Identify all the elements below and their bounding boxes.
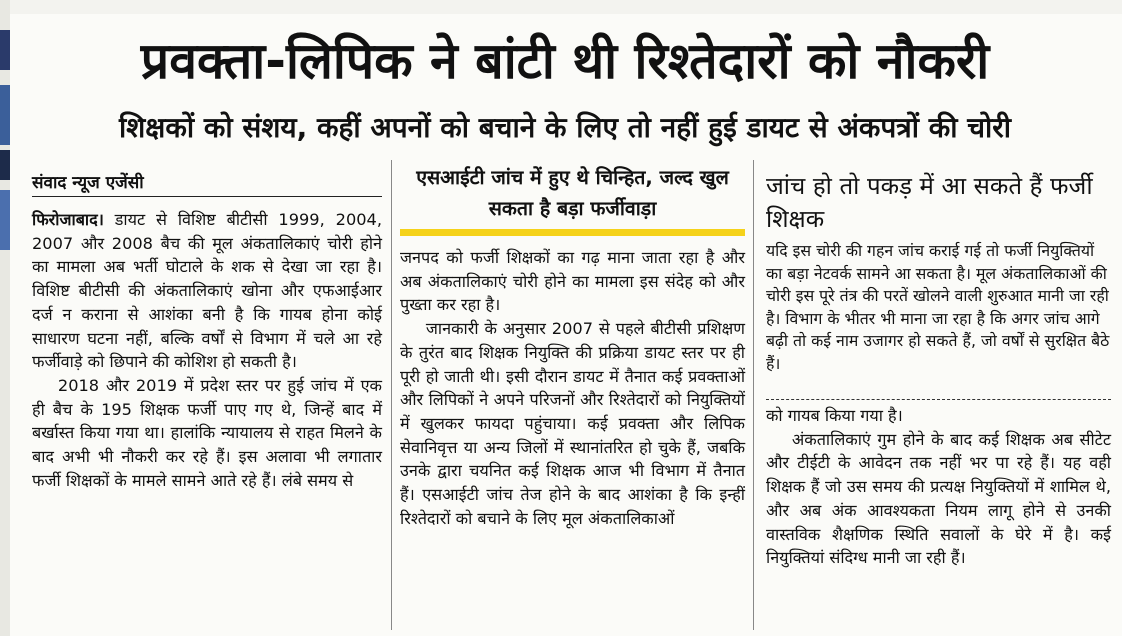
col1-para-1-text: डायट से विशिष्ट बीटीसी 1999, 2004, 2007 और 2008 बैच की मूल अंकतालिकाएं चोरी होने का मामला अब भर्ती घोटाले के शक से देखा जा रहा है। विशिष्ट बीटीसी की अंकतालिकाएं खोना और एफआईआर दर्ज न कराना से आशंका बनी है कि गायब होना कोई साधारण घटना नहीं, बल्कि वर्षों से विभाग में चले आ रहे फर्जीवाड़े को छिपाने की कोशिश हो सकती है। [32, 210, 382, 372]
column-3 [766, 404, 1111, 570]
column-divider [391, 160, 392, 630]
byline: संवाद न्यूज एजेंसी [32, 173, 144, 193]
column-divider [753, 160, 754, 630]
column-2 [400, 246, 745, 530]
column-3-heading: जांच हो तो पकड़ में आ सकते हैं फर्जी शिक्षक [766, 172, 1093, 233]
column-1 [32, 208, 382, 492]
highlight-bar [400, 229, 745, 236]
box-heading: एसआईटी जांच में हुए थे चिन्हित, जल्द खुल सकता है बड़ा फर्जीवाड़ा [416, 166, 729, 220]
col2-para-1: जनपद को फर्जी शिक्षकों का गढ़ माना जाता रहा है और अब अंकतालिकाएं चोरी होने का मामला इस संदेह को और पुख्ता कर रहा है। [400, 248, 745, 315]
previous-article-edge [0, 0, 1122, 14]
headline: प्रवक्ता-लिपिक ने बांटी थी रिश्तेदारों को नौकरी [140, 32, 990, 90]
dashed-divider [766, 399, 1111, 400]
subheadline: शिक्षकों को संशय, कहीं अपनों को बचाने के लिए तो नहीं हुई डायट से अंकपत्रों की चोरी [119, 111, 1011, 144]
col3-para-1: को गायब किया गया है। [766, 406, 903, 425]
col2-para-2: जानकारी के अनुसार 2007 से पहले बीटीसी प्रशिक्षण के तुरंत बाद शिक्षक नियुक्ति की प्रक्रिया डायट स्तर पर ही पूरी हो जाती थी। इसी दौरान डायट में तैनात कई प्रवक्ताओं और लिपिकों ने अपने परिजनों और रिश्तेदारों को नियुक्तियों में खुलकर फायदा पहुंचाया। कई प्रवक्ता और लिपिक सेवानिवृत्त या अन्य जिलों में स्थानांतरित हो चुके हैं, जबकि उनके द्वारा चयनित कई शिक्षक आज भी विभाग में तैनात हैं। एसआईटी जांच तेज होने के बाद आशंका है कि इन्हीं रिश्तेदारों को बचाने के लिए मूल अंकतालिकाओं [400, 319, 745, 528]
col1-para-1 [32, 208, 382, 374]
column-3-box [766, 240, 1111, 375]
dateline: फिरोजाबाद। [32, 210, 104, 229]
adjacent-photo-edge [0, 0, 10, 636]
col3-box-text: यदि इस चोरी की गहन जांच कराई गई तो फर्जी नियुक्तियों का बड़ा नेटवर्क सामने आ सकता है। मूल अंकतालिकाओं की चोरी इस पूरे तंत्र की परतें खोलने वाली शुरुआत मानी जा रही है। विभाग के भीतर भी माना जा रहा है कि अगर जांच आगे बढ़ी तो कई नाम उजागर हो सकते हैं, जो वर्षों से सुरक्षित बैठे हैं। [766, 241, 1110, 373]
col3-para-2: अंकतालिकाएं गुम होने के बाद कई शिक्षक अब सीटेट और टीईटी के आवेदन तक नहीं भर पा रहे हैं। यह वही शिक्षक हैं जो उस समय की प्रत्यक्ष नियुक्तियों में शामिल थे, और अब अंक आवश्यकता नियम लागू होने से उनकी वास्तविक शैक्षणिक स्थिति सवालों के घेरे में है। कई नियुक्तियां संदिग्ध मानी जा रही हैं। [766, 429, 1111, 568]
col1-para-2: 2018 और 2019 में प्रदेश स्तर पर हुई जांच में एक ही बैच के 195 शिक्षक फर्जी पाए गए थे, जिन्हें बाद में बर्खास्त किया गया था। हालांकि न्यायालय से राहत मिलने के बाद अभी भी नौकरी कर रहे हैं। इस अलावा भी लगातार फर्जी शिक्षकों के मामले सामने आते रहे हैं। लंबे समय से [32, 375, 382, 490]
byline-rule [32, 196, 382, 197]
